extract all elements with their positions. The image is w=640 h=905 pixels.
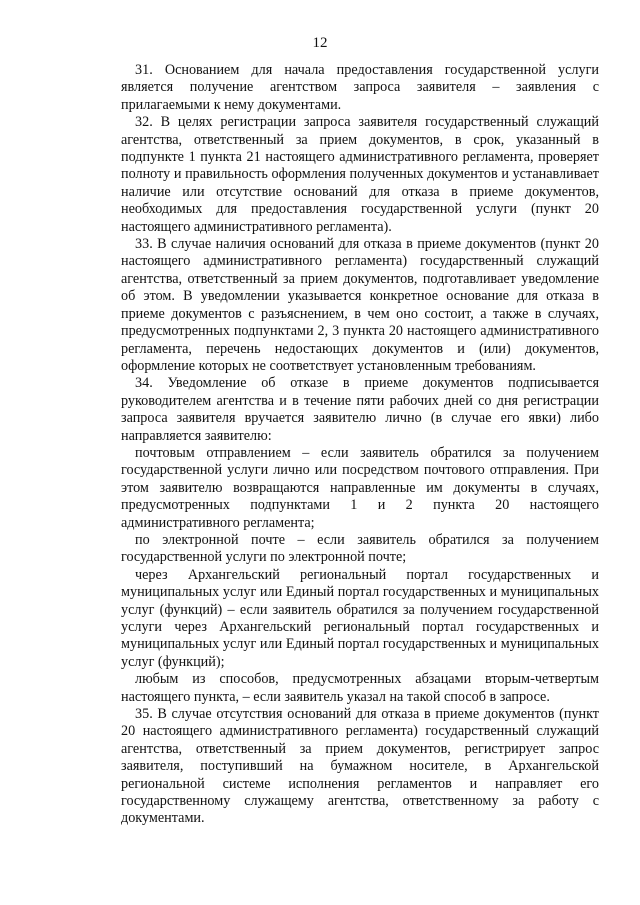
paragraph-31: 31. Основанием для начала предоставления государственной услуги является получение агентством запроса заявителя – заявления с прилагаемыми к нему документами.: [121, 62, 599, 113]
document-body: [121, 62, 599, 828]
paragraph-34-portal: через Архангельский региональный портал государственных и муниципальных услуг или Единый портал государственных и муниципальных услуг (функций) – если заявитель обратился за получением государственной услуги через Архангельский региональный портал государственных и муниципальных услуг или Единый портал государственных и муниципальных услуг (функций);: [121, 566, 599, 670]
paragraph-34: 34. Уведомление об отказе в приеме документов подписывается руководителем агентства и в течение пяти рабочих дней со дня регистрации запроса заявителя вручается заявителю лично (в случае его явки) либо направляется заявителю:: [121, 375, 599, 444]
paragraph-34-email: по электронной почте – если заявитель обратился за получением государственной услуги по электронной почте;: [121, 531, 599, 566]
paragraph-35: 35. В случае отсутствия оснований для отказа в приеме документов (пункт 20 настоящего административного регламента) государственный служащий агентства, ответственный за прием документов, регистрирует запрос заявителя, поступивший на бумажном носителе, в Архангельской региональной системе исполнения регламентов и направляет его государственному служащему агентства, ответственному за работу с документами.: [121, 706, 599, 827]
paragraph-34-postal: почтовым отправлением – если заявитель обратился за получением государственной услуги лично или посредством почтового отправления. При этом заявителю возвращаются направленные им документы в случаях, предусмотренных подпунктами 1 и 2 пункта 20 настоящего административного регламента;: [121, 444, 599, 531]
page-number: 12: [312, 35, 328, 51]
paragraph-34-any-method: любым из способов, предусмотренных абзацами вторым-четвертым настоящего пункта, – если заявитель указал на такой способ в запросе.: [121, 671, 599, 705]
paragraph-32: 32. В целях регистрации запроса заявителя государственный служащий агентства, ответственный за прием документов, в срок, указанный в подпункте 1 пункта 21 настоящего административного регламента, проверяет полноту и правильность оформления полученных документов и устанавливает наличие или отсутствие оснований для отказа в приеме документов, необходимых для предоставления государственной услуги (пункт 20 настоящего административного регламента).: [121, 114, 599, 235]
paragraph-33: 33. В случае наличия оснований для отказа в приеме документов (пункт 20 настоящего административного регламента) государственный служащий агентства, ответственный за прием документов, подготавливает уведомление об этом. В уведомлении указывается конкретное основание для отказа в приеме документов с разъяснением, в чем оно состоит, а также в случаях, предусмотренных подпунктами 2, 3 пункта 20 настоящего административного регламента, перечень недостающих документов и (или) документов, оформление которых не соответствует установленным требованиям.: [121, 236, 599, 374]
